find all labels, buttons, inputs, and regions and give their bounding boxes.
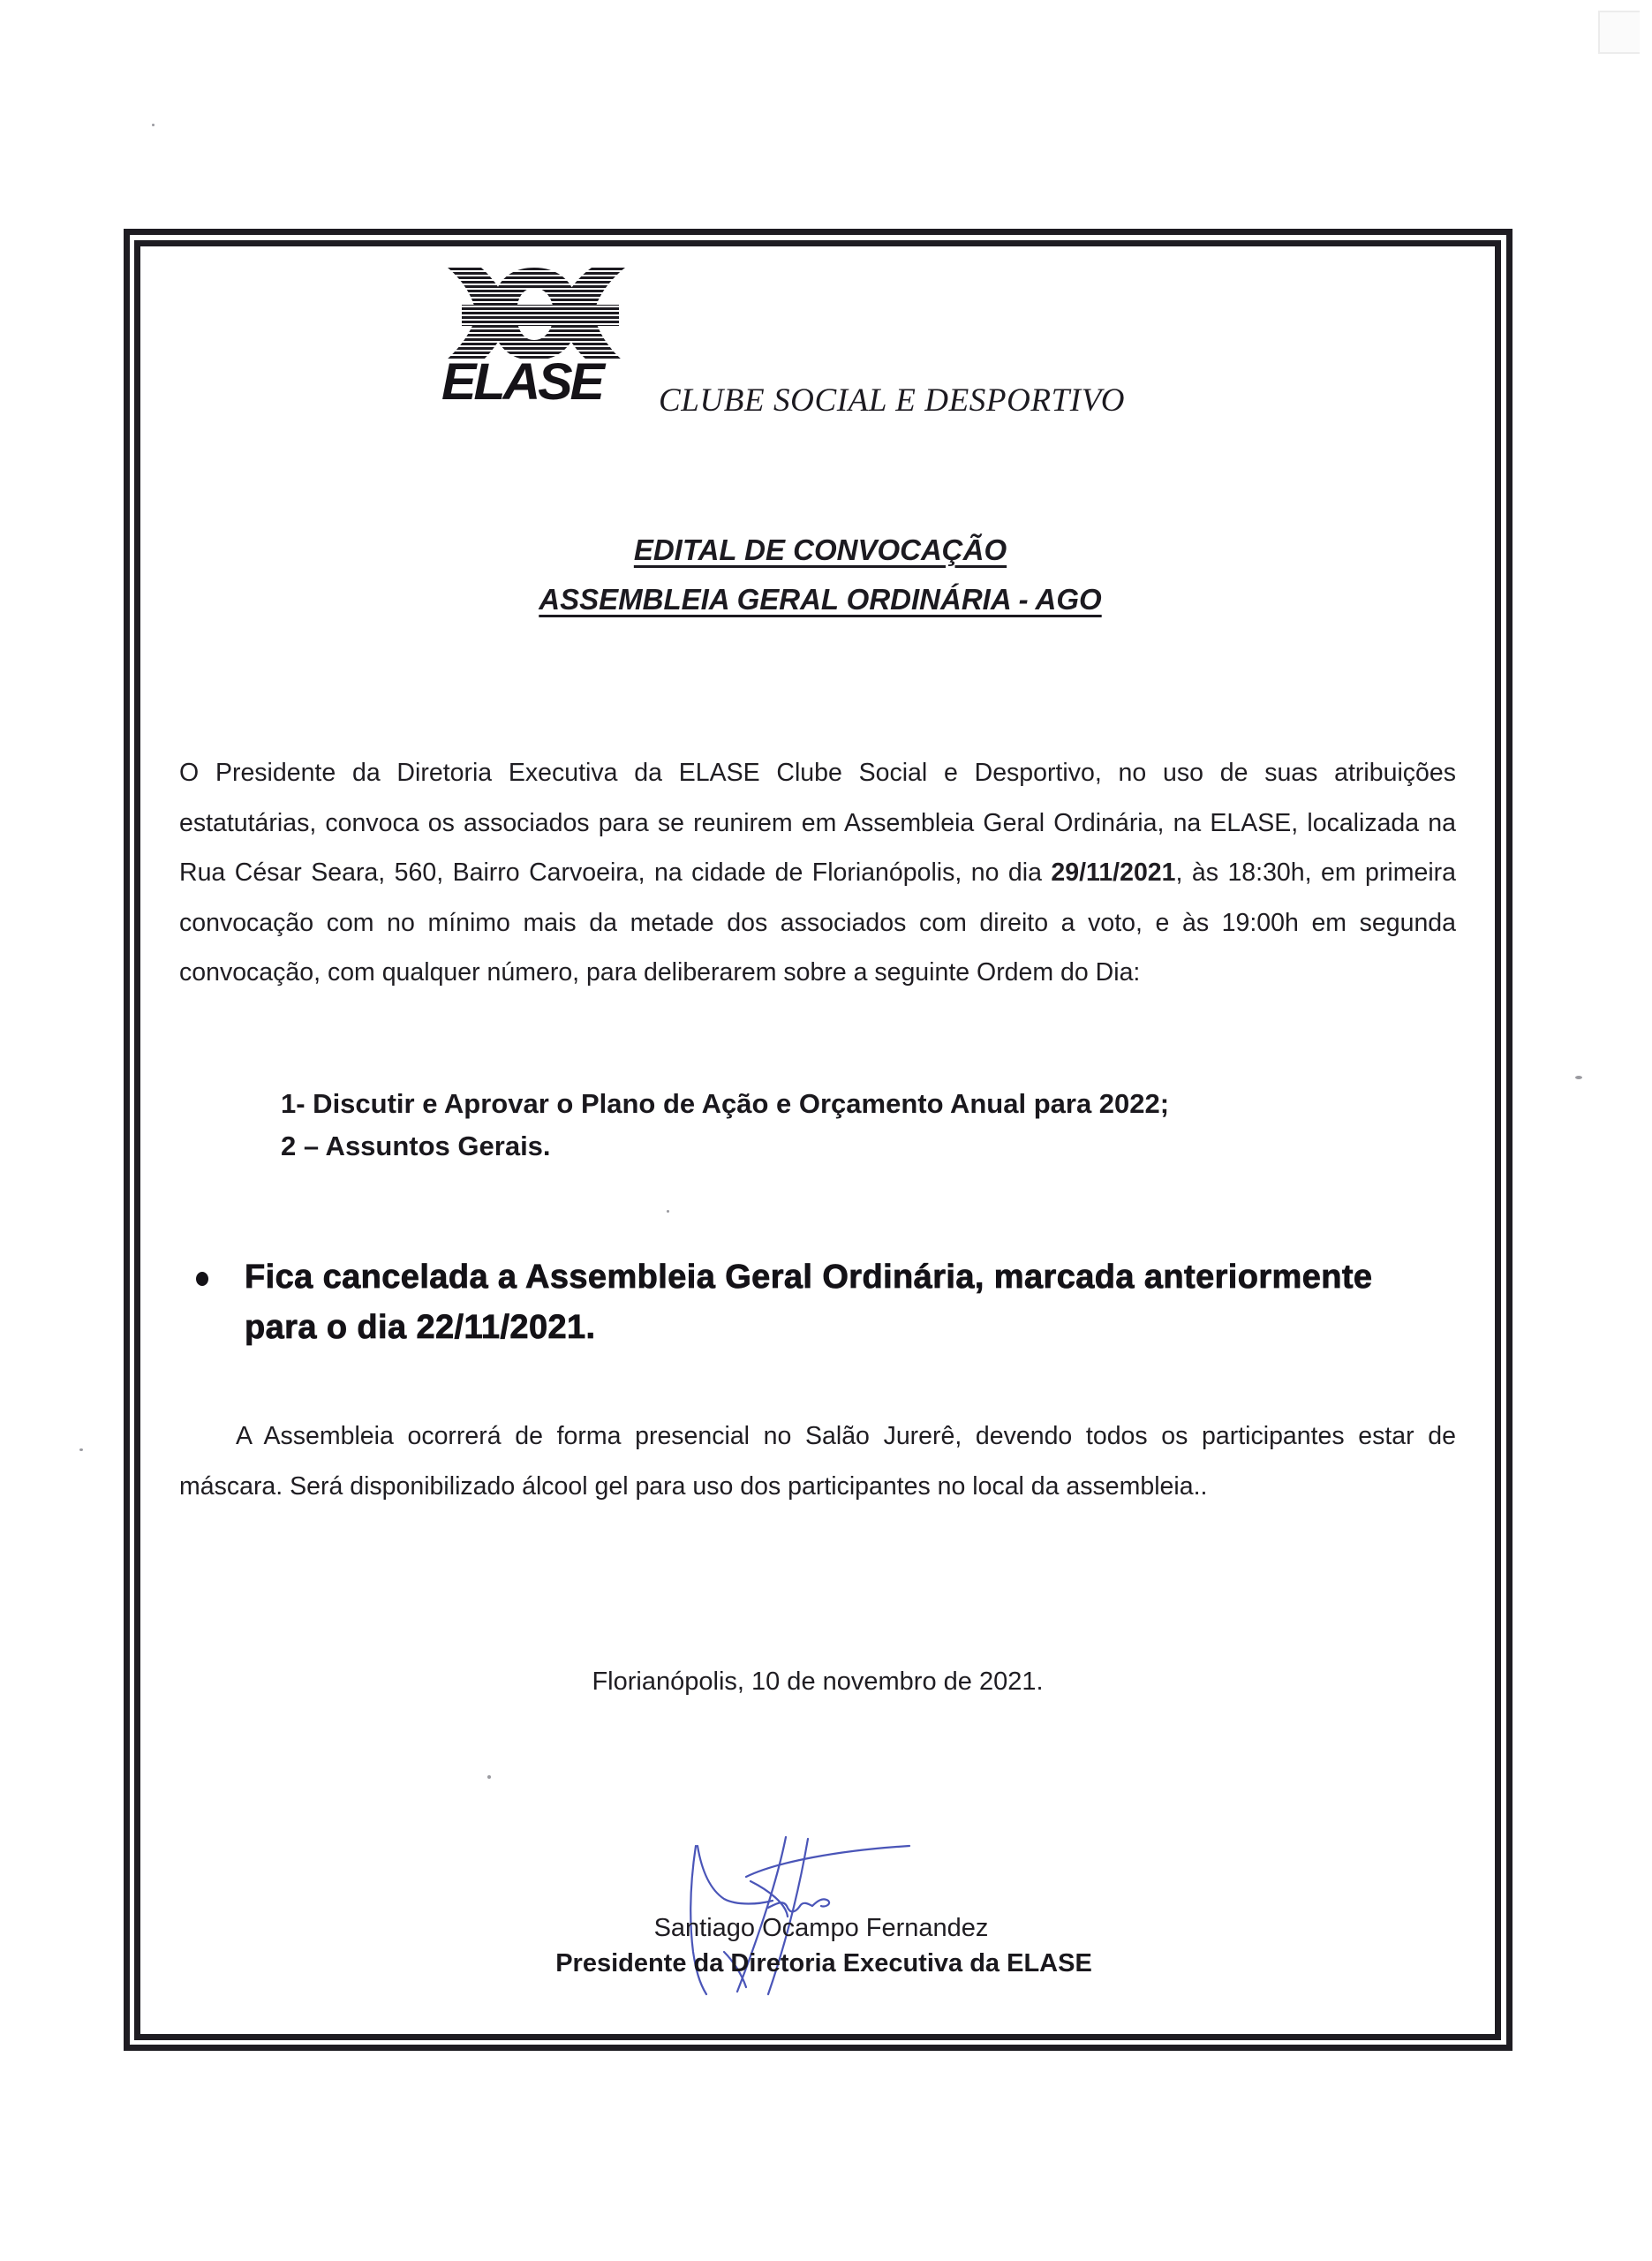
cancellation-notice-text: Fica cancelada a Assembleia Geral Ordinária, marcada anteriormente para o dia 22/11/2021. — [245, 1259, 1373, 1346]
title-line-1: EDITAL DE CONVOCAÇÃO — [633, 533, 1007, 566]
paragraph-text-start: O Presidente da Diretoria Executiva da ELASE Clube Social e Desportivo, no uso de suas atribuições estatutárias, convoca os associados para se reunirem em Assembleia Geral Ordinária, na ELASE, localizada na Rua César Seara, 560, Bairro Carvoeira, na cidade de Florianópolis, no dia — [179, 759, 1456, 887]
bullet-icon — [196, 1272, 208, 1286]
scan-speck — [152, 124, 155, 126]
document-title — [137, 533, 1504, 568]
elase-logo — [441, 263, 631, 409]
place-and-date: Florianópolis, 10 de novembro de 2021. — [592, 1667, 1044, 1696]
logo-wordmark: ELASE — [441, 353, 602, 411]
scan-speck — [487, 1775, 491, 1779]
signatory-title: Presidente da Diretoria Executiva da ELASE — [555, 1949, 1092, 1977]
agenda-item: 2 – Assuntos Gerais. — [281, 1130, 551, 1161]
signatory-name: Santiago Ocampo Fernandez — [653, 1914, 989, 1942]
convocation-paragraph — [179, 748, 1456, 998]
document-subtitle — [137, 582, 1504, 617]
scan-speck — [667, 1210, 669, 1213]
club-name: CLUBE SOCIAL E DESPORTIVO — [659, 382, 1126, 419]
title-line-2: ASSEMBLEIA GERAL ORDINÁRIA - AGO — [539, 583, 1102, 616]
scan-speck — [79, 1448, 83, 1451]
page-corner-mark — [1598, 11, 1640, 54]
paragraph-text-end: , às 18:30h, em primeira convocação com no mínimo mais da metade dos associados com direito a voto, e às 19:00h em segunda convocação, com qualquer número, para deliberarem sobre a seguinte Ordem do Dia: — [179, 858, 1456, 987]
meeting-date: 29/11/2021 — [1051, 858, 1176, 887]
agenda-item: 1- Discutir e Aprovar o Plano de Ação e Orçamento Anual para 2022; — [281, 1088, 1170, 1119]
agenda-list — [281, 1083, 1169, 1168]
elase-emblem-icon — [446, 263, 627, 365]
health-measures-paragraph: A Assembleia ocorrerá de forma presencial no Salão Jurerê, devendo todos os participantes estar de máscara. Será disponibilizado álcool gel para uso dos participantes no local da assembleia.. — [179, 1422, 1456, 1501]
scan-speck — [1575, 1076, 1582, 1079]
